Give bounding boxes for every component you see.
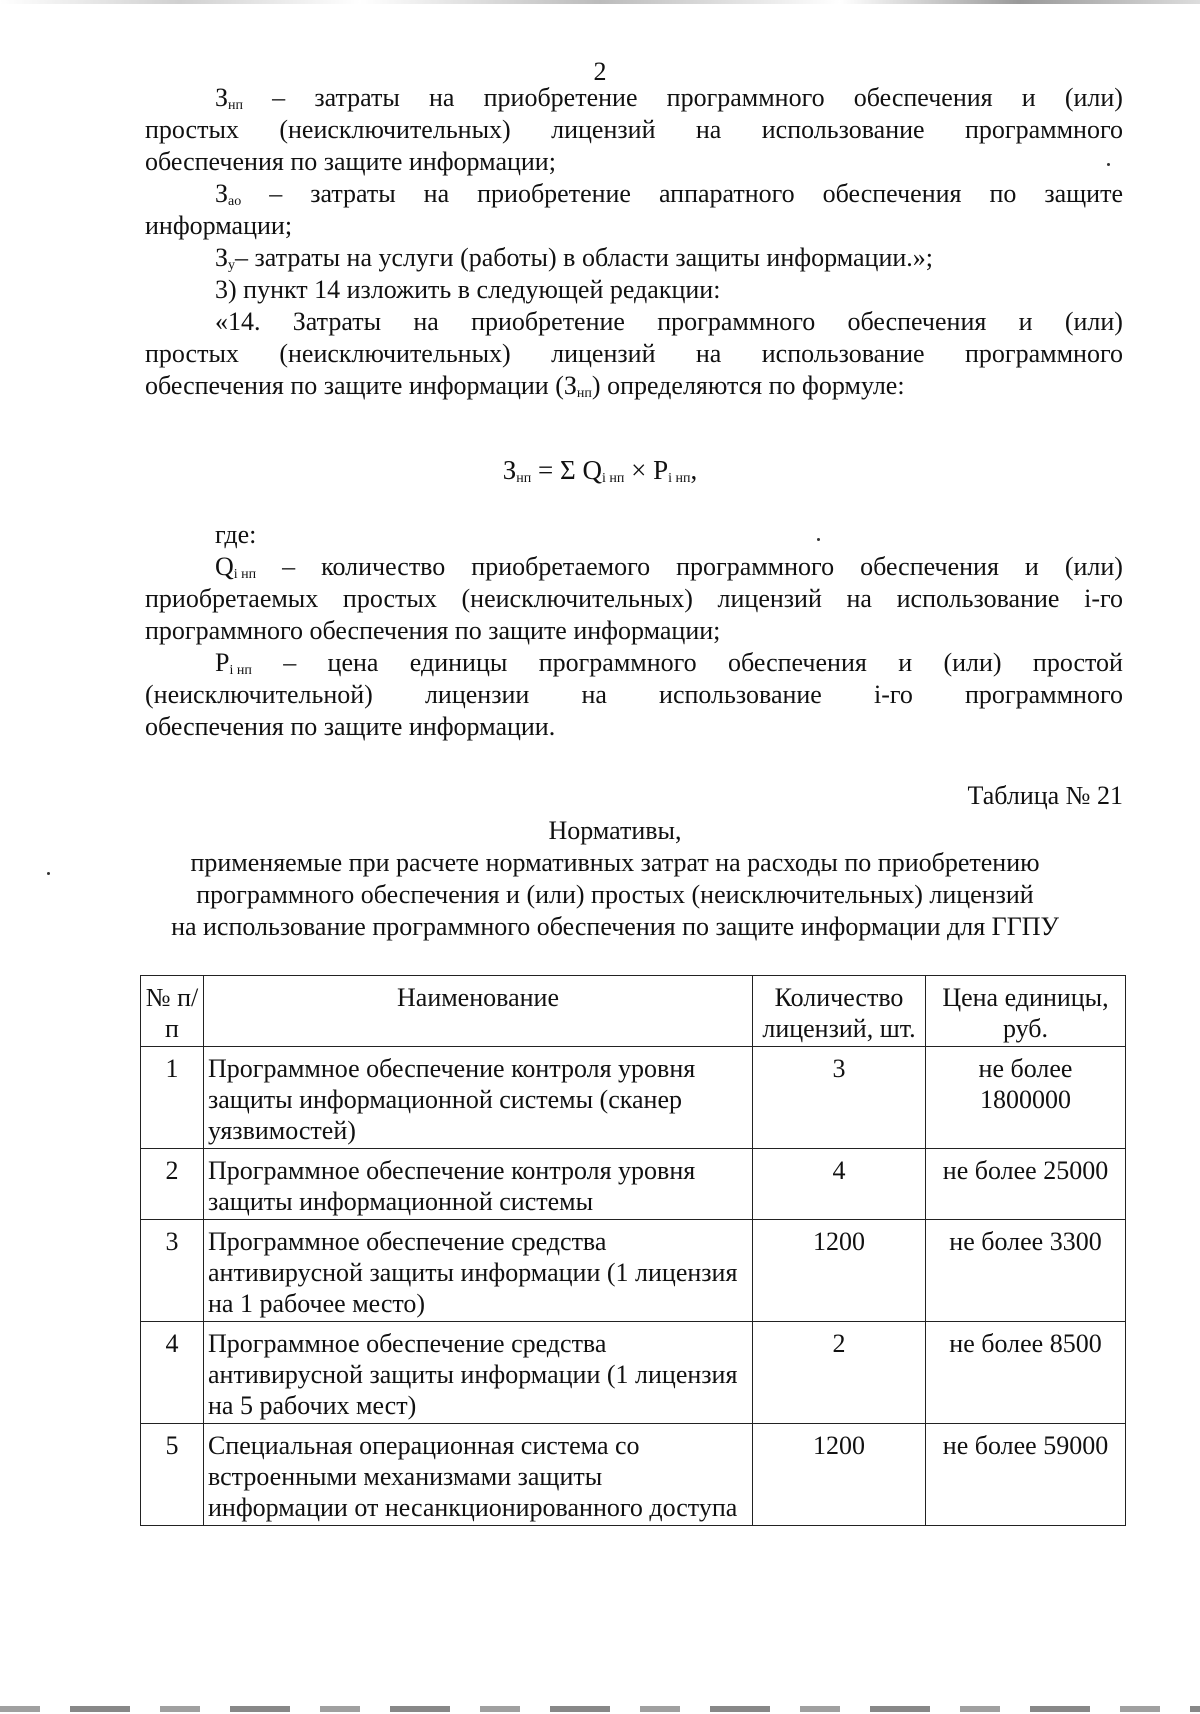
row-num: 2 <box>141 1149 204 1220</box>
variable-definitions <box>145 551 1123 743</box>
norms-table <box>140 975 1126 1526</box>
p-line-3: обеспечения по защите информации. <box>145 712 556 741</box>
table-row <box>141 1424 1126 1526</box>
p14-line-2: простых (неисключительных) лицензий на использование программного <box>145 339 1123 368</box>
row-price: не более 1800000 <box>926 1047 1126 1149</box>
scan-speck <box>1107 163 1110 166</box>
header-name: Наименование <box>204 976 753 1047</box>
header-price: Цена единицы, руб. <box>926 976 1126 1047</box>
z-np-line-3: обеспечения по защите информации; <box>145 147 556 176</box>
q-line-3: программного обеспечения по защите информации; <box>145 616 721 645</box>
row-name: Программное обеспечение контроля уровня защиты информационной системы <box>204 1149 753 1220</box>
row-qty: 1200 <box>753 1220 926 1322</box>
cost-formula: $З_{нп} = \Sigma$ $Q_{i нп} \times P_{i нп}$, <box>502 455 698 486</box>
row-num: 3 <box>141 1220 204 1322</box>
row-price: не более 59000 <box>926 1424 1126 1526</box>
heading-title: Нормативы, <box>548 816 682 845</box>
row-num: 5 <box>141 1424 204 1526</box>
q-line-2: приобретаемых простых (неисключительных) лицензий на использование i-го <box>145 584 1123 613</box>
p14-line-1: «14. Затраты на приобретение программного обеспечения и (или) <box>215 307 1123 336</box>
p-line-2: (неисключительной) лицензии на использование i-го программного <box>145 680 1123 709</box>
table-header-row <box>141 976 1126 1047</box>
table-body <box>141 1047 1126 1526</box>
table-row <box>141 1322 1126 1424</box>
header-num: № п/п <box>141 976 204 1047</box>
item-3-line: 3) пункт 14 изложить в следующей редакции: <box>215 275 721 304</box>
row-price: не более 3300 <box>926 1220 1126 1322</box>
row-name: Программное обеспечение средства антивирусной защиты информации (1 лицензия на 1 рабочее место) <box>204 1220 753 1322</box>
table-row <box>141 1047 1126 1149</box>
z-ao-line-1: $З_{ао}$ – затраты на приобретение аппаратного обеспечения по защите <box>215 179 1123 209</box>
scan-speck <box>47 872 50 875</box>
heading-line-1: применяемые при расчете нормативных затрат на расходы по приобретению <box>190 848 1040 877</box>
row-qty: 1200 <box>753 1424 926 1526</box>
row-qty: 2 <box>753 1322 926 1424</box>
table-row <box>141 1149 1126 1220</box>
row-name: Специальная операционная система со встроенными механизмами защиты информации от несанкционированного доступа <box>204 1424 753 1526</box>
row-qty: 3 <box>753 1047 926 1149</box>
row-name: Программное обеспечение контроля уровня защиты информационной системы (сканер уязвимостей) <box>204 1047 753 1149</box>
q-line-1: $Q_{i нп}$ – количество приобретаемого программного обеспечения и (или) <box>215 552 1123 582</box>
row-name: Программное обеспечение средства антивирусной защиты информации (1 лицензия на 5 рабочих мест) <box>204 1322 753 1424</box>
p14-line-3: обеспечения по защите информации $(З_{нп})$ определяются по формуле: <box>145 371 905 401</box>
scan-edge-top <box>0 0 1200 4</box>
z-ao-line-2: информации; <box>145 211 293 240</box>
z-np-line-2: простых (неисключительных) лицензий на использование программного <box>145 115 1123 144</box>
heading-line-3: на использование программного обеспечения по защите информации для ГГПУ <box>171 912 1059 941</box>
cost-definitions <box>145 82 1123 402</box>
row-qty: 4 <box>753 1149 926 1220</box>
table-heading <box>0 815 1200 943</box>
p-line-1: $P_{i нп}$ – цена единицы программного обеспечения и (или) простой <box>215 648 1123 678</box>
table-row <box>141 1220 1126 1322</box>
row-price: не более 25000 <box>926 1149 1126 1220</box>
heading-line-2: программного обеспечения и (или) простых (неисключительных) лицензий <box>196 880 1034 909</box>
row-num: 1 <box>141 1047 204 1149</box>
scan-speck <box>817 538 820 541</box>
scan-edge-bottom <box>0 1706 1200 1712</box>
row-price: не более 8500 <box>926 1322 1126 1424</box>
header-qty: Количество лицензий, шт. <box>753 976 926 1047</box>
z-np-line-1: $З_{нп}$ – затраты на приобретение программного обеспечения и (или) <box>215 83 1123 113</box>
z-u-line: $З_у-$ затраты на услуги (работы) в области защиты информации.»; <box>215 243 933 273</box>
row-num: 4 <box>141 1322 204 1424</box>
table-number-label: Таблица № 21 <box>967 781 1123 810</box>
where-label: где: <box>215 520 257 549</box>
page-number: 2 <box>593 57 607 86</box>
